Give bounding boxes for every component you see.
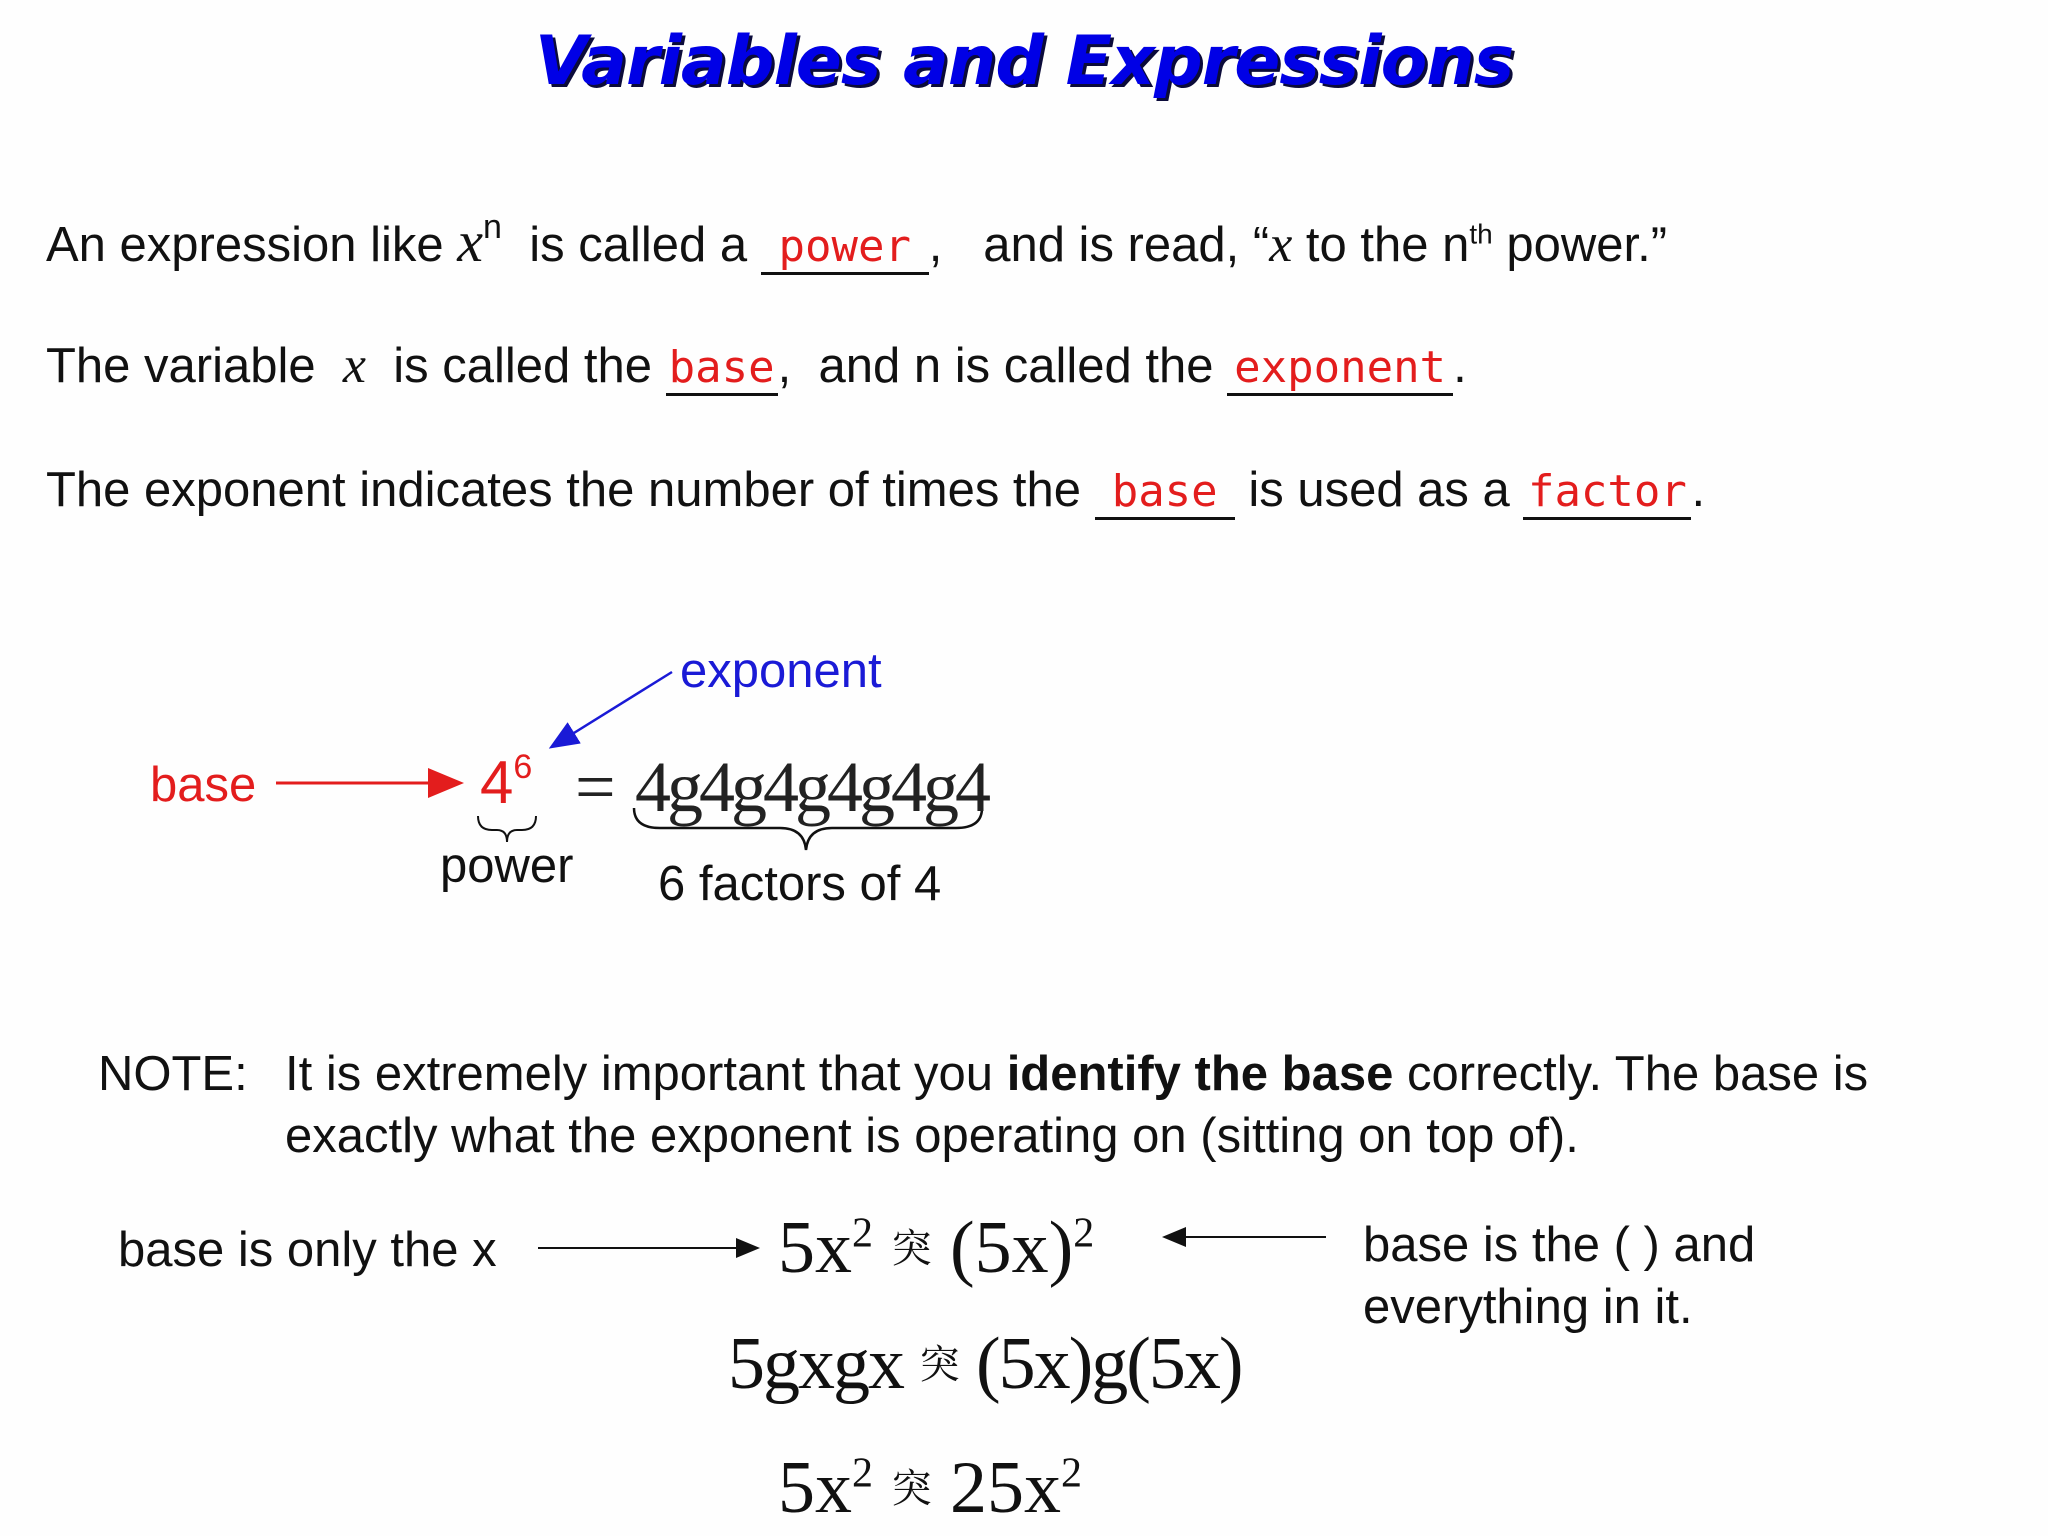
line1-prefix: An expression like: [46, 218, 444, 272]
line2-mid: is called the: [393, 339, 652, 393]
exponent-value: 6: [513, 748, 533, 786]
row1-right-exp: 2: [1073, 1210, 1095, 1257]
note-text: [285, 1043, 1868, 1167]
right-note-2: everything in it.: [1363, 1280, 1693, 1334]
note-label: NOTE:: [98, 1047, 248, 1101]
left-note: base is only the x: [118, 1223, 497, 1277]
base-label: base: [150, 758, 257, 812]
exponent-label: exponent: [680, 644, 882, 698]
line1-exponent: n: [483, 207, 502, 246]
line1-th: th: [1469, 218, 1493, 250]
line2-period: .: [1453, 339, 1467, 393]
row1-right: (5x): [950, 1207, 1074, 1289]
line3-mid: is used as a: [1248, 463, 1510, 517]
note-bold: identify the base: [1006, 1047, 1394, 1101]
expansion: 4g4g4g4g4g4: [635, 747, 987, 827]
note-text-1a: It is extremely important that you: [285, 1047, 1007, 1101]
line1-power-end: power.”: [1492, 218, 1668, 272]
fill-exponent: exponent: [1234, 342, 1447, 393]
line3-prefix: The exponent indicates the number of times the: [46, 463, 1082, 517]
right-note: [1363, 1214, 1755, 1338]
row3-neq: 突: [891, 1466, 932, 1511]
row1-left-exp: 2: [852, 1210, 873, 1257]
fill-base-2: base: [1111, 466, 1218, 517]
line1-read-var: x: [1269, 216, 1293, 273]
factors-label: 6 factors of 4: [658, 857, 942, 911]
equals-sign: =: [575, 747, 616, 827]
power-expression: [480, 748, 532, 817]
right-note-1: base is the ( ) and: [1363, 1218, 1756, 1272]
line3-period: .: [1691, 463, 1706, 517]
row3-right-exp: 2: [1061, 1450, 1082, 1497]
base-value: 4: [480, 749, 514, 816]
note-text-1b: correctly. The base is: [1393, 1047, 1869, 1101]
line1-variable: x: [457, 209, 484, 274]
row3-left: 5x: [778, 1447, 852, 1529]
exponent-arrow: [553, 672, 672, 746]
line2-and-n: and n is called the: [818, 339, 1214, 393]
fill-power: power: [778, 221, 911, 272]
row3-left-exp: 2: [852, 1450, 873, 1497]
line2-comma: ,: [777, 339, 792, 393]
line1-to-the: to the n: [1292, 218, 1470, 272]
power-label: power: [440, 839, 574, 893]
fill-factor: factor: [1527, 466, 1687, 517]
row1-expression: [778, 1206, 1094, 1291]
row1-neq: 突: [891, 1226, 932, 1271]
page-title: Variables and Expressions: [534, 22, 1514, 101]
fill-base: base: [668, 342, 775, 393]
note-text-2: exactly what the exponent is operating on (sitting on top of).: [285, 1109, 1579, 1163]
line1-comma: ,: [928, 218, 943, 272]
line2-variable: x: [342, 337, 366, 394]
row3-right: 25x: [950, 1447, 1061, 1529]
row1-left: 5x: [778, 1207, 852, 1289]
row3-expression: [778, 1446, 1082, 1531]
row2-right: (5x)g(5x): [976, 1323, 1242, 1405]
line2-prefix: The variable: [46, 339, 316, 393]
row2-left: 5gxgx: [728, 1323, 903, 1405]
line1-read: and is read, “: [983, 218, 1270, 272]
line1-mid: is called a: [529, 218, 748, 272]
row2-expression: [728, 1322, 1242, 1407]
row2-neq: 突: [919, 1342, 960, 1387]
